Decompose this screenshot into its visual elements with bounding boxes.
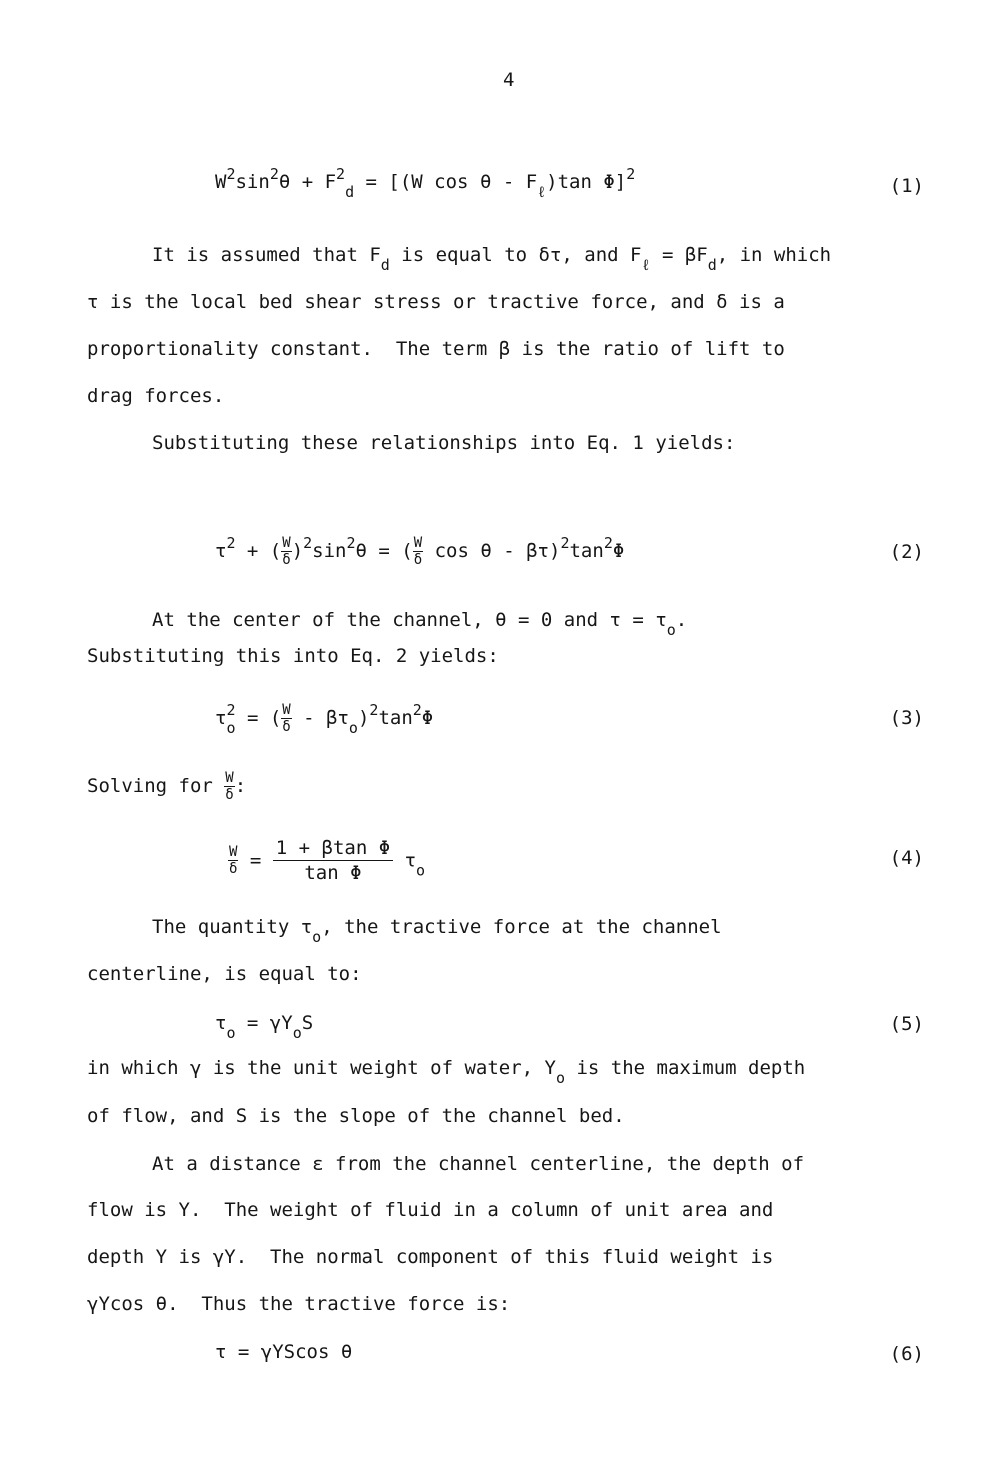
fraction-w-over-delta: $\frac{W}{\delta}$ [225,770,234,803]
paragraph-3-line-2: Substituting this into Eq. 2 yields: [87,645,499,667]
paragraph-6-line-2: of flow, and S is the slope of the channel bed. [87,1105,625,1127]
paragraph-3-line-1: At the center of the channel, θ = 0 and $\tau = \tau_o$. [152,609,688,639]
equation-1: $W^2\sin^2\theta + F^2_d = [(W$ cos θ - $F_\ell)\tan$ Φ]$^2$ [215,165,636,201]
paragraph-4: Solving for $\frac{W}{\delta}$ : [87,770,247,803]
equation-3: $\tau_o^2$ = ( $\frac{W}{\delta}$ - $\beta\tau_o)^2\tan^2\Phi$ [215,701,434,737]
fraction-w-over-delta: $\frac{W}{\delta}$ [282,702,291,735]
paragraph-6-line-1: in which γ is the unit weight of water, $Y_o$ is the maximum depth [87,1057,806,1087]
equation-4: $\frac{W}{\delta}$ = $\frac{\text{1 + βtan Φ}}{\text{tan Φ}}$ $\tau_o$ [229,837,426,884]
fraction-w-over-delta: $\frac{W}{\delta}$ [282,535,291,568]
paragraph-1-line-3: proportionality constant. The term β is the ratio of lift to [87,338,785,360]
paragraph-7-line-4: γYcos θ. Thus the tractive force is: [87,1293,511,1315]
page-number: 4 [503,69,515,91]
paragraph-2: Substituting these relationships into Eq. 1 yields: [152,432,736,454]
equation-2-number: (2) [889,541,924,563]
paragraph-7-line-1: At a distance ε from the channel centerline, the depth of [152,1153,805,1175]
equation-5-number: (5) [889,1013,924,1035]
fraction-beta-tan-phi: $\frac{\text{1 + βtan Φ}}{\text{tan Φ}}$ [273,838,393,884]
equation-3-number: (3) [889,707,924,729]
equation-6-number: (6) [889,1343,924,1365]
equation-2: $\tau^2$ + ( $\frac{W}{\delta}$ )$^2\sin^2\theta$ = ( $\frac{W}{\delta}$ cos θ - $\beta\tau)^2\tan^2\Phi$ [215,534,625,568]
paragraph-5-line-2: centerline, is equal to: [87,963,362,985]
equation-6: τ = γYScos θ [215,1341,353,1363]
equation-5: $\tau_o = \gamma Y_oS$ [215,1012,314,1042]
equation-4-number: (4) [889,847,924,869]
paragraph-1-line-4: drag forces. [87,385,225,407]
fraction-w-over-delta: $\frac{W}{\delta}$ [413,535,423,568]
equation-1-number: (1) [889,175,924,197]
paragraph-5-line-1: The quantity $\tau_o$, the tractive force at the channel [152,916,722,946]
paragraph-1-line-2: τ is the local bed shear stress or tractive force, and δ is a [87,291,785,313]
paragraph-7-line-2: flow is Y. The weight of fluid in a column of unit area and [87,1199,774,1221]
paragraph-7-line-3: depth Y is γY. The normal component of this fluid weight is [87,1246,774,1268]
paragraph-1-line-1: It is assumed that $F_d$ is equal to δτ, and $F_\ell = \beta F_d$, in which [152,244,832,274]
fraction-w-over-delta: $\frac{W}{\delta}$ [229,844,238,878]
